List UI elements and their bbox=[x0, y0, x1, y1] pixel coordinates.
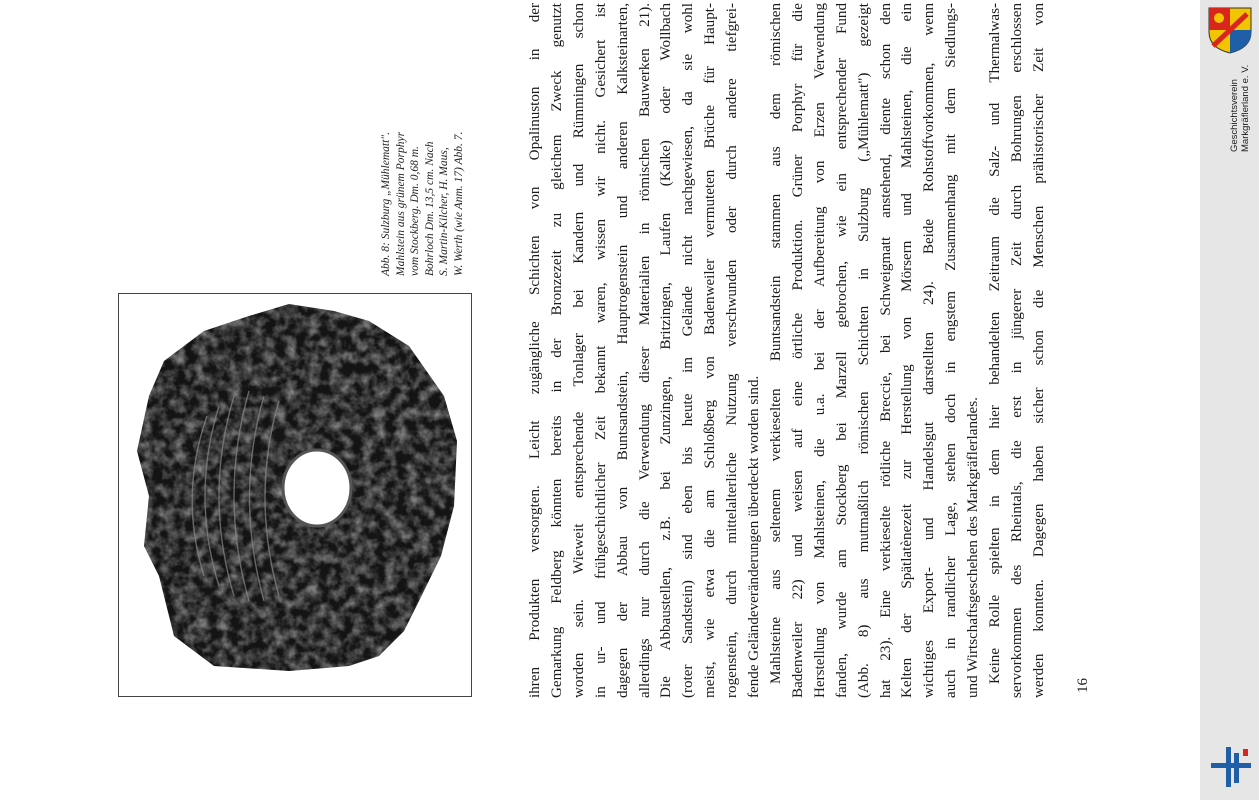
text-line: meist, wie etwa die am Schloßberg von Badenweiler vermuteten Brüche für Haupt- bbox=[702, 3, 719, 698]
society-name-line1: Geschichtsverein bbox=[1229, 79, 1240, 152]
text-line: auch in randlicher Lage, stehen doch in engstem Zusammenhang mit dem Siedlungs- bbox=[943, 3, 960, 698]
text-line: fende Geländeveränderungen überdeckt worden sind. bbox=[746, 375, 763, 698]
text-line: rogenstein, durch mittelalterliche Nutzung verschwunden oder durch andere tiefgrei- bbox=[724, 3, 741, 698]
text-line: servorkommen des Rheintals, die erst in jüngerer Zeit durch Bohrungen erschlossen bbox=[1008, 3, 1025, 698]
text-line: in ur- und frühgeschichtlicher Zeit bekannt waren, wissen wir nicht. Gesichert ist bbox=[592, 3, 609, 698]
caption-line: Mahlstein aus grünem Porphyr bbox=[394, 131, 407, 276]
text-line: fanden, wurde am Stockberg bei Marzell gebrochen, wie ein entsprechender Fund bbox=[833, 3, 850, 698]
text-line: allerdings nur durch die Verwendung dieser Materialien in römischen Bauwerken 21). bbox=[636, 3, 653, 698]
text-line: (roter Sandstein) sind eben bis heute im Gelände nicht nachgewiesen, da sie wohl bbox=[680, 3, 697, 698]
society-crest-icon bbox=[1207, 6, 1253, 54]
text-line: Keine Rolle spielten in dem hier behandelten Zeitraum die Salz- und Thermalwas- bbox=[987, 3, 1004, 684]
body-text bbox=[525, 3, 1051, 698]
text-line: Herstellung von Mahlsteinen, die u.a. bei der Aufbereitung von Erzen Verwendung bbox=[811, 3, 828, 698]
society-name bbox=[1229, 65, 1251, 152]
text-line: Mahlsteine aus seltenem verkieselten Buntsandstein stammen aus dem römischen bbox=[767, 3, 784, 684]
text-line: Gemarkung Feldberg könnten bereits in der Bronzezeit zu gleichem Zweck genutzt bbox=[548, 3, 565, 698]
society-name-line2: Markgräflerland e. V. bbox=[1240, 64, 1251, 152]
text-line: worden sein. Wieweit entsprechende Tonlager bei Kandern und Rümmingen schon bbox=[570, 3, 587, 698]
text-line: Die Abbaustellen, z.B. bei Zunzingen, Britzingen, Laufen (Kalke) oder Wollbach bbox=[658, 3, 675, 698]
text-line: Badenweiler 22) und weisen auf eine örtliche Produktion. Grüner Porphyr für die bbox=[789, 3, 806, 698]
text-line: dagegen der Abbau von Buntsandstein, Hauptrogenstein und anderen Kalksteinarten, bbox=[614, 3, 631, 698]
text-line: wichtiges Export- und Handelsgut darstellten 24). Beide Rohstoffvorkommen, wenn bbox=[921, 3, 938, 698]
caption-line: S. Martin-Kilcher, H. Maus, bbox=[438, 147, 451, 276]
text-line: ihren Produkten versorgten. Leicht zugängliche Schichten von Opalinuston in der bbox=[527, 3, 543, 698]
text-line: werden konnten. Dagegen haben sicher schon die Menschen prähistorischer Zeit von bbox=[1030, 3, 1047, 698]
caption-line: vom Stockberg. Dm. 0,68 m. bbox=[409, 146, 422, 276]
millstone-photo bbox=[118, 293, 472, 697]
caption-line: Abb. 8: Sulzburg „Mühlematt". bbox=[380, 132, 392, 276]
page-number: 16 bbox=[1075, 678, 1091, 693]
caption-line: Bohrloch Dm. 13,5 cm. Nach bbox=[423, 141, 436, 276]
caption-line: W. Werth (wie Anm. 17) Abb. 7. bbox=[452, 131, 465, 276]
text-line: (Abb. 8) aus mutmaßlich römischen Schichten in Sulzburg („Mühlematt") gezeigt bbox=[855, 3, 872, 698]
text-line: hat 23). Eine verkieselte rötliche Breccie, bei Schweigmatt anstehend, diente schon den bbox=[877, 3, 894, 698]
text-line: und Wirtschaftsgeschehen des Markgräflerlandes. bbox=[965, 397, 982, 698]
university-library-logo-icon bbox=[1208, 745, 1254, 789]
figure-caption bbox=[379, 26, 467, 276]
text-line: Kelten der Spätlatènezeit zur Herstellung von Mörsern und Mahlsteinen, die ein bbox=[899, 3, 916, 698]
